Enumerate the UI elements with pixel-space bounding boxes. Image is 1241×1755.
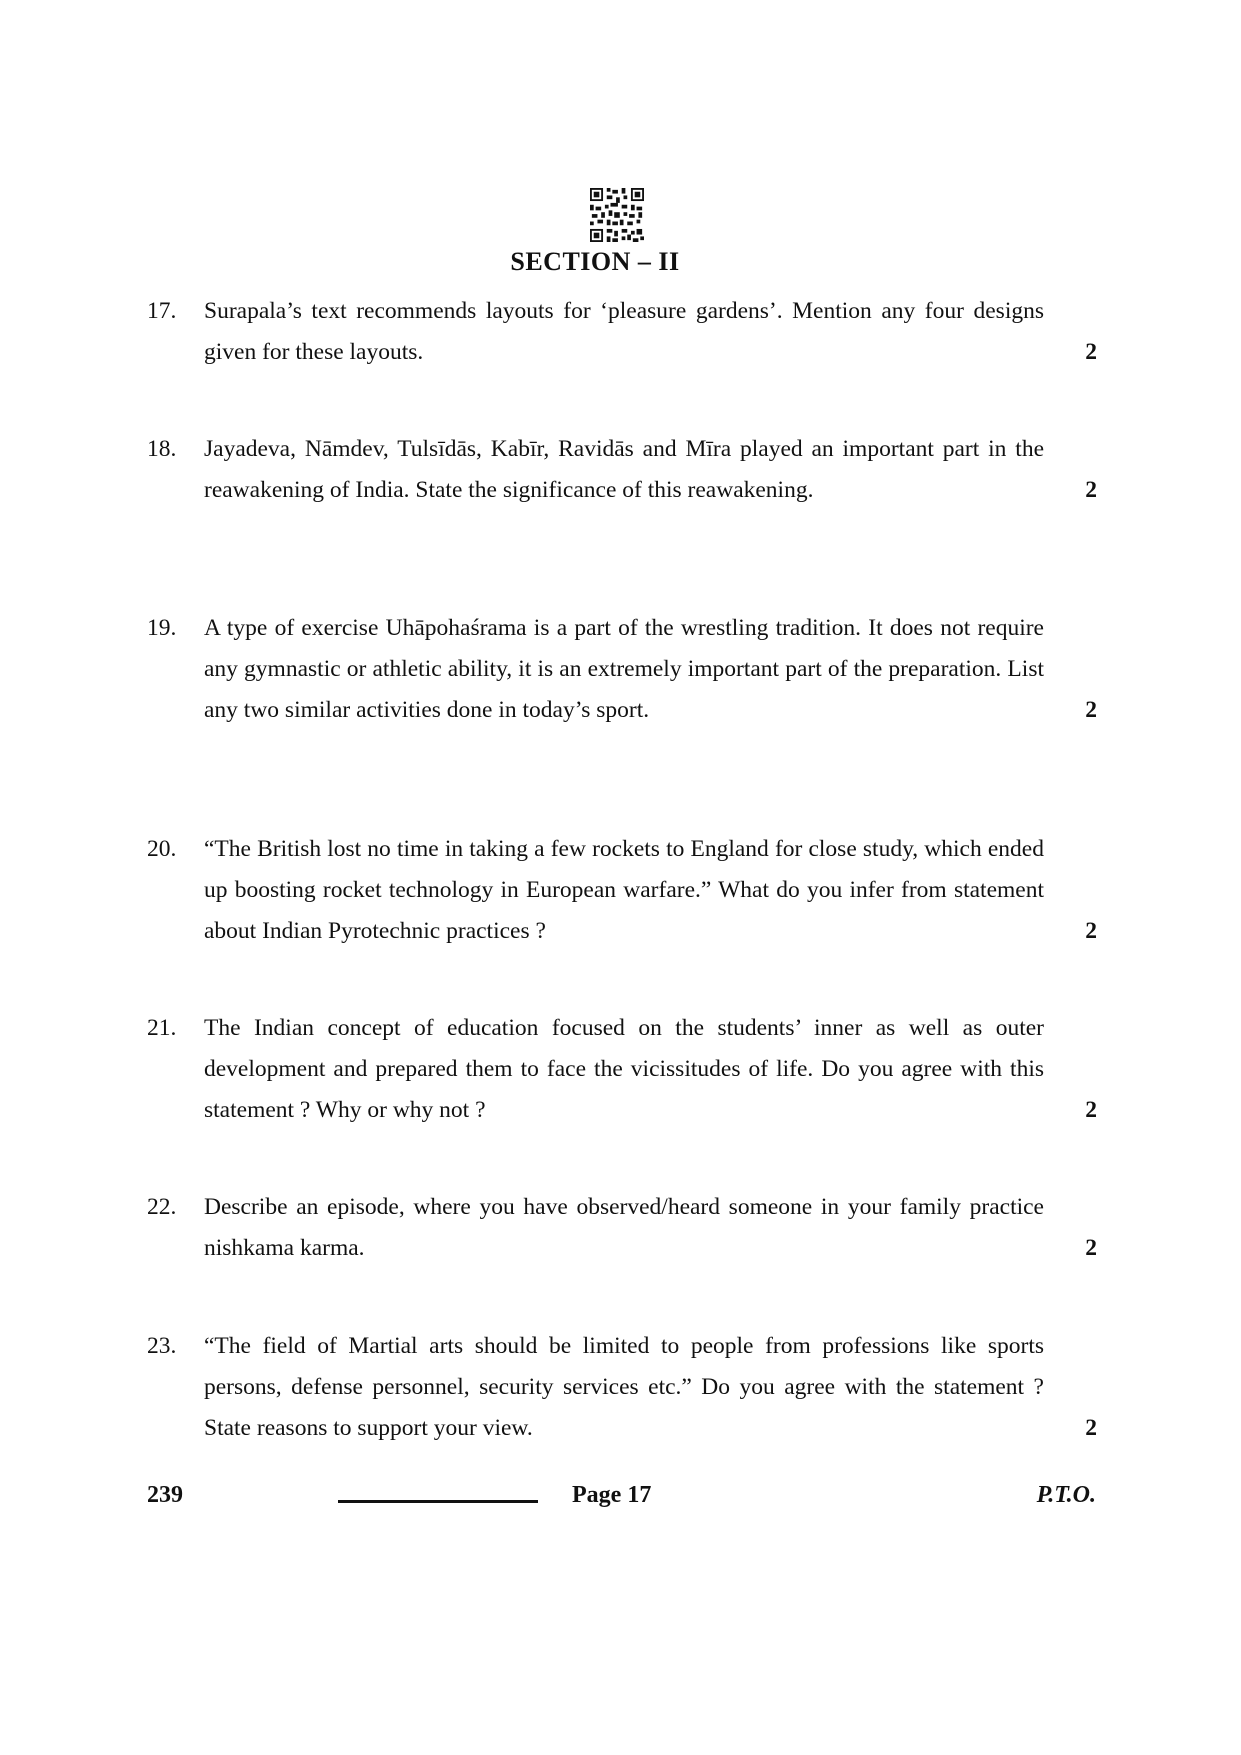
- question-19: [147, 608, 1097, 731]
- question-20: [147, 829, 1097, 952]
- qr-code-icon: [590, 188, 644, 242]
- question-22: [147, 1187, 1097, 1269]
- question-number: 23.: [147, 1333, 177, 1359]
- question-marks: 2: [1085, 1415, 1097, 1441]
- footer-rule: [338, 1500, 538, 1503]
- question-number: 17.: [147, 298, 177, 324]
- question-marks: 2: [1085, 339, 1097, 365]
- question-marks: 2: [1085, 1097, 1097, 1123]
- page-footer: [0, 1482, 1241, 1522]
- question-21: [147, 1008, 1097, 1131]
- question-text: “The field of Martial arts should be limited to people from professions like sports persons, defense personnel, security services etc.” Do you agree with the statement ? State reasons to support your view.: [204, 1333, 1044, 1441]
- paper-code: 239: [147, 1482, 183, 1508]
- question-number: 21.: [147, 1015, 177, 1041]
- question-text: Surapala’s text recommends layouts for ‘pleasure gardens’. Mention any four designs given for these layouts.: [204, 298, 1044, 365]
- question-text: Describe an episode, where you have observed/heard someone in your family practice nishkama karma.: [204, 1194, 1044, 1261]
- question-23: [147, 1326, 1097, 1449]
- question-marks: 2: [1085, 1235, 1097, 1261]
- question-number: 18.: [147, 436, 177, 462]
- question-number: 19.: [147, 615, 177, 641]
- question-number: 20.: [147, 836, 177, 862]
- question-marks: 2: [1085, 697, 1097, 723]
- question-18: [147, 429, 1097, 511]
- question-marks: 2: [1085, 918, 1097, 944]
- question-text: A type of exercise Uhāpohaśrama is a part of the wrestling tradition. It does not require any gymnastic or athletic ability, it is an extremely important part of the preparation. List any two similar activities done in today’s sport.: [204, 615, 1044, 723]
- pto-label: P.T.O.: [1036, 1482, 1096, 1508]
- question-text: “The British lost no time in taking a few rockets to England for close study, which ended up boosting rocket technology in European warfare.” What do you infer from statement about Indian Pyrotechnic practices ?: [204, 836, 1044, 944]
- section-title: SECTION – II: [510, 247, 680, 276]
- question-text: The Indian concept of education focused on the students’ inner as well as outer development and prepared them to face the vicissitudes of life. Do you agree with this statement ? Why or why not ?: [204, 1015, 1044, 1123]
- question-text: Jayadeva, Nāmdev, Tulsīdās, Kabīr, Ravidās and Mīra played an important part in the reawakening of India. State the significance of this reawakening.: [204, 436, 1044, 503]
- question-17: [147, 291, 1097, 373]
- page-number: Page 17: [572, 1482, 652, 1508]
- question-number: 22.: [147, 1194, 177, 1220]
- question-marks: 2: [1085, 477, 1097, 503]
